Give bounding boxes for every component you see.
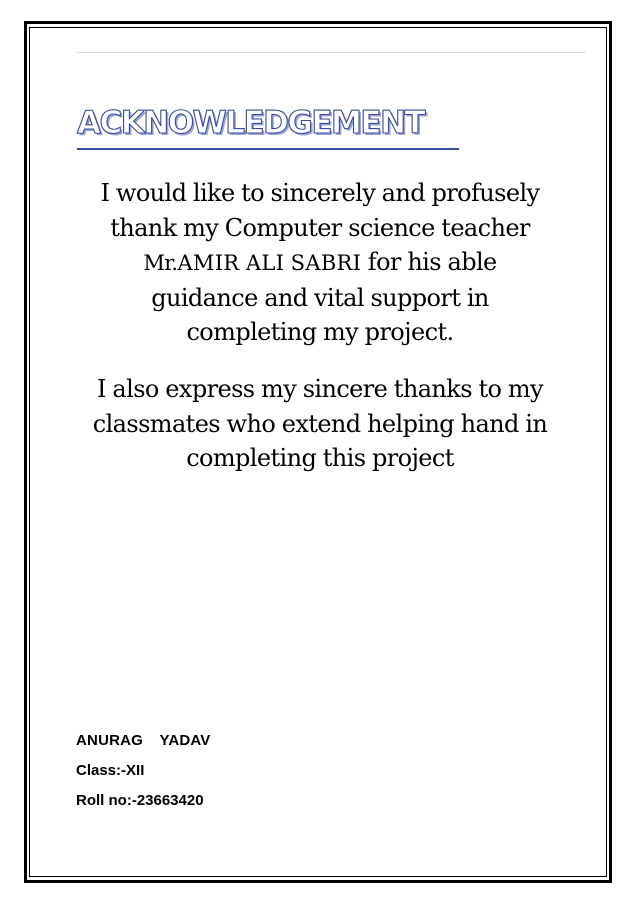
title-underline [77,148,459,150]
paragraph-line: I also express my sincere thanks to my [97,375,543,403]
paragraph-line: thank my Computer science teacher [110,213,530,242]
paragraph-line: completing this project [186,444,454,472]
paragraph-line: guidance and vital support in [151,283,489,312]
paragraph-line-suffix: for his able [361,248,497,276]
student-name-text: ANURAG YADAV [76,732,211,749]
student-class: Class:-XII [76,762,145,779]
paragraph-line: classmates who extend helping hand in [92,409,548,438]
header-divider [76,52,586,53]
paragraph-line-teacher-name [60,245,580,281]
teacher-name: AMIR ALI SABRI [177,251,362,275]
teacher-title-prefix: Mr. [143,251,178,275]
acknowledgement-paragraph-teacher [60,176,580,350]
acknowledgement-paragraph-classmates [60,372,580,476]
paragraph-line: I would like to sincerely and profusely [100,179,540,207]
student-name [76,733,211,748]
student-roll-number: Roll no:-23663420 [76,792,204,809]
paragraph-line: completing my project. [186,318,454,346]
document-title: ACKNOWLEDGEMENT [77,105,425,141]
